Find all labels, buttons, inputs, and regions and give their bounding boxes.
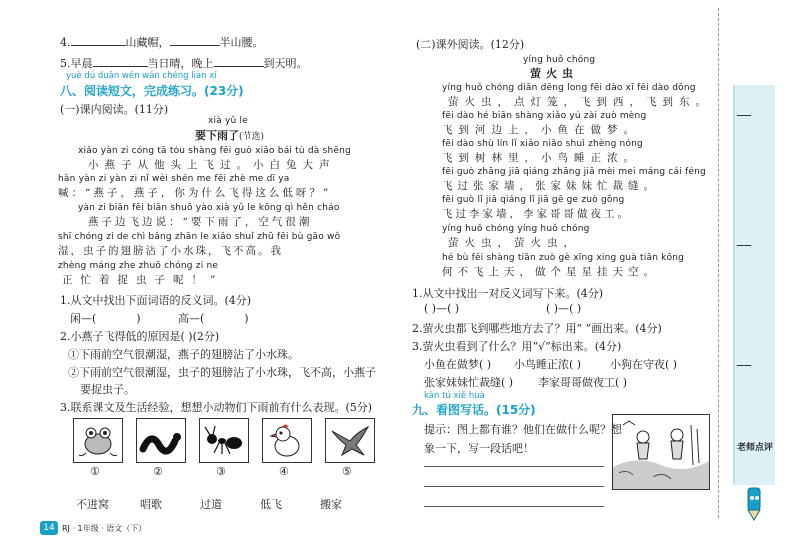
r-antonym-pair-2[interactable]: ( )—( ) [546,302,582,315]
fill-line-5: 5.早晨 当日晴，晚上 到天明。 [60,57,308,70]
caterpillar-icon [137,419,185,462]
word-2[interactable]: 唱歌 [140,498,162,511]
story-line-7: 何不飞上天，做个星星挂天空。 [442,266,659,278]
poem-line-2-pinyin: hǎn yàn zi yàn zi nǐ wèi shén me fēi zhè me dī ya [58,174,290,184]
word-4[interactable]: 低飞 [260,498,282,511]
story-line-2-pinyin: fēi dào hé biān shàng xiǎo yú zài zuò mèng [442,111,647,121]
poem-line-3: 燕子边飞边说：“要下雨了，空气很潮 [88,216,313,228]
r-question-3: 3.萤火虫看到了什么？用“√”标出来。(4分) [412,340,622,353]
story-line-3: 飞到树林里，小鸟睡正浓。 [442,152,640,164]
r-check-4[interactable]: 张家妹妹忙裁缝( ) [424,376,514,389]
fill-line-4: 4. 山藏帽， 半山腰。 [60,36,264,49]
section8-pinyin: yuè dú duǎn wén wán chéng liàn xí [66,71,217,81]
story-line-3-pinyin: fēi dào shù lín lǐ xiǎo niǎo shuì zhèng nóng [442,139,643,149]
r-antonym-pair-1[interactable]: ( )—( ) [424,302,460,315]
r-check-1[interactable]: 小鱼在做梦( ) [424,358,492,371]
picture-box-4 [262,418,312,463]
swallow-icon [326,419,374,462]
picture-box-5 [325,418,375,463]
antonym-1: 闲—( ) [70,312,141,325]
story-line-1-pinyin: yíng huǒ chóng diǎn dēng long fēi dào xī fēi dào dōng [442,83,696,93]
r-check-3[interactable]: 小狗在守夜( ) [610,358,678,371]
story-line-1: 萤火虫，点灯笼，飞到西，飞到东。 [448,96,712,108]
section9-title: 九、看图写话。(15分) [412,403,536,417]
poem-line-3-pinyin: yàn zi biān fēi biān shuō yào xià yǔ le kōng qì hěn cháo [78,203,340,213]
pic-num-2: ② [153,465,163,478]
poem-line-4: 湿，虫子的翅膀沾了小水珠，飞不高。我 [58,245,283,257]
story-title: 萤火虫 [530,67,578,80]
poem-line-4-pinyin: shī chóng zi de chì bǎng zhān le xiǎo shuǐ zhū fēi bù gāo wǒ [58,232,341,242]
r-check-2[interactable]: 小鸟睡正浓( ) [514,358,582,371]
sidebar-tick [737,115,751,116]
option-2[interactable]: ②下雨前空气很潮湿，虫子的翅膀沾了小水珠，飞不高，小燕子 [68,366,376,379]
pic-num-5: ⑤ [342,465,352,478]
subsection-2-title: (二)课外阅读。(12分) [416,38,525,51]
r-question-1: 1.从文中找出一对反义词写下来。(4分) [412,287,604,300]
footer-text: RJ · 1年级 · 语文（下） [62,524,147,533]
teacher-comment-sidebar [733,85,775,485]
writing-prompt-2: 象一下，写一段话吧！ [424,442,534,455]
sidebar-tick [737,365,751,366]
picture-box-3 [199,418,249,463]
story-line-6: 萤火虫，萤火虫， [448,237,580,249]
subsection-1-title: (一)课内阅读。(11分) [60,103,169,116]
answer-blank[interactable] [93,66,148,67]
story-line-4-pinyin: fēi guò zhāng jiā qiáng zhāng jiā mèi mei máng cái féng [442,167,706,177]
poem-title: 要下雨了(节选) [195,129,265,142]
story-line-6-pinyin: yíng huǒ chóng yíng huǒ chóng [442,224,590,234]
frog-icon [74,419,122,462]
story-line-2: 飞到河边上，小鱼在做梦。 [442,124,640,136]
story-line-5: 飞过李家墙，李家哥哥做夜工。 [442,208,631,220]
picture-box-1 [73,418,123,463]
cut-line [718,8,719,518]
option-2-cont: 要捉虫子。 [80,383,135,396]
poem-line-5: 正忙着捉虫子呢！” [62,274,224,286]
poem-line-1: 小燕子从他头上飞过。小白兔大声 [88,159,336,171]
question-3: 3.联系课文及生活经验，想想小动物们下雨前有什么表现。(5分) [60,401,373,414]
pencil-mascot-icon [740,486,768,522]
writing-prompt-1: 提示：图上都有谁？他们在做什么呢？想 [424,423,622,436]
writing-line-2[interactable] [424,486,604,487]
story-line-4: 飞过张家墙，张家妹妹忙裁缝。 [442,180,659,192]
sidebar-tick [737,245,751,246]
page-number-badge: 14 [40,521,58,535]
story-title-pinyin: yíng huǒ chóng [523,55,596,65]
poem-line-2: 喊：“燕子，燕子，你为什么飞得这么低呀？” [58,187,332,199]
word-1[interactable]: 不进窝 [76,498,109,511]
word-3[interactable]: 过道 [200,498,222,511]
pic-num-3: ③ [216,465,226,478]
antonym-2: 高—( ) [178,312,249,325]
ant-icon [200,419,248,462]
poem-line-1-pinyin: xiǎo yàn zi cóng tā tóu shàng fēi guò xiǎo bái tù dà shēng [78,146,351,156]
pic-num-4: ④ [279,465,289,478]
pencil-mascot [740,486,768,522]
section8-title: 八、阅读短文，完成练习。(23分) [60,84,244,98]
word-5[interactable]: 搬家 [320,498,342,511]
question-2: 2.小燕子飞得低的原因是( )(2分) [60,330,220,343]
r-check-5[interactable]: 李家哥哥做夜工( ) [538,376,628,389]
section9-pinyin: kàn tú xiě huà [424,391,485,401]
story-line-5-pinyin: fēi guò lǐ jiā qiáng lǐ jiā gē ge zuò gōng [442,195,625,205]
pic-num-1: ① [90,465,100,478]
story-line-7-pinyin: hé bù fēi shàng tiān zuò gè xīng xing guà tiān kōng [442,253,685,263]
river-scene-icon [613,415,709,489]
question-1: 1.从文中找出下面词语的反义词。(4分) [60,294,252,307]
r-question-2: 2.萤火虫都飞到哪些地方去了？用“ ”画出来。(4分) [412,322,662,335]
poem-title-pinyin: xià yǔ le [208,116,248,126]
chick-icon [263,419,311,462]
writing-line-3[interactable] [424,506,604,507]
answer-blank[interactable] [214,66,264,67]
writing-picture [612,414,710,490]
writing-line-1[interactable] [424,466,604,467]
poem-line-5-pinyin: zhèng máng zhe zhuō chóng zi ne [58,261,219,271]
answer-blank[interactable] [170,45,220,46]
option-1[interactable]: ①下雨前空气很潮湿，燕子的翅膀沾了小水珠。 [68,348,299,361]
sidebar-label: 老师点评 [737,443,774,453]
picture-box-2 [136,418,186,463]
answer-blank[interactable] [71,45,126,46]
